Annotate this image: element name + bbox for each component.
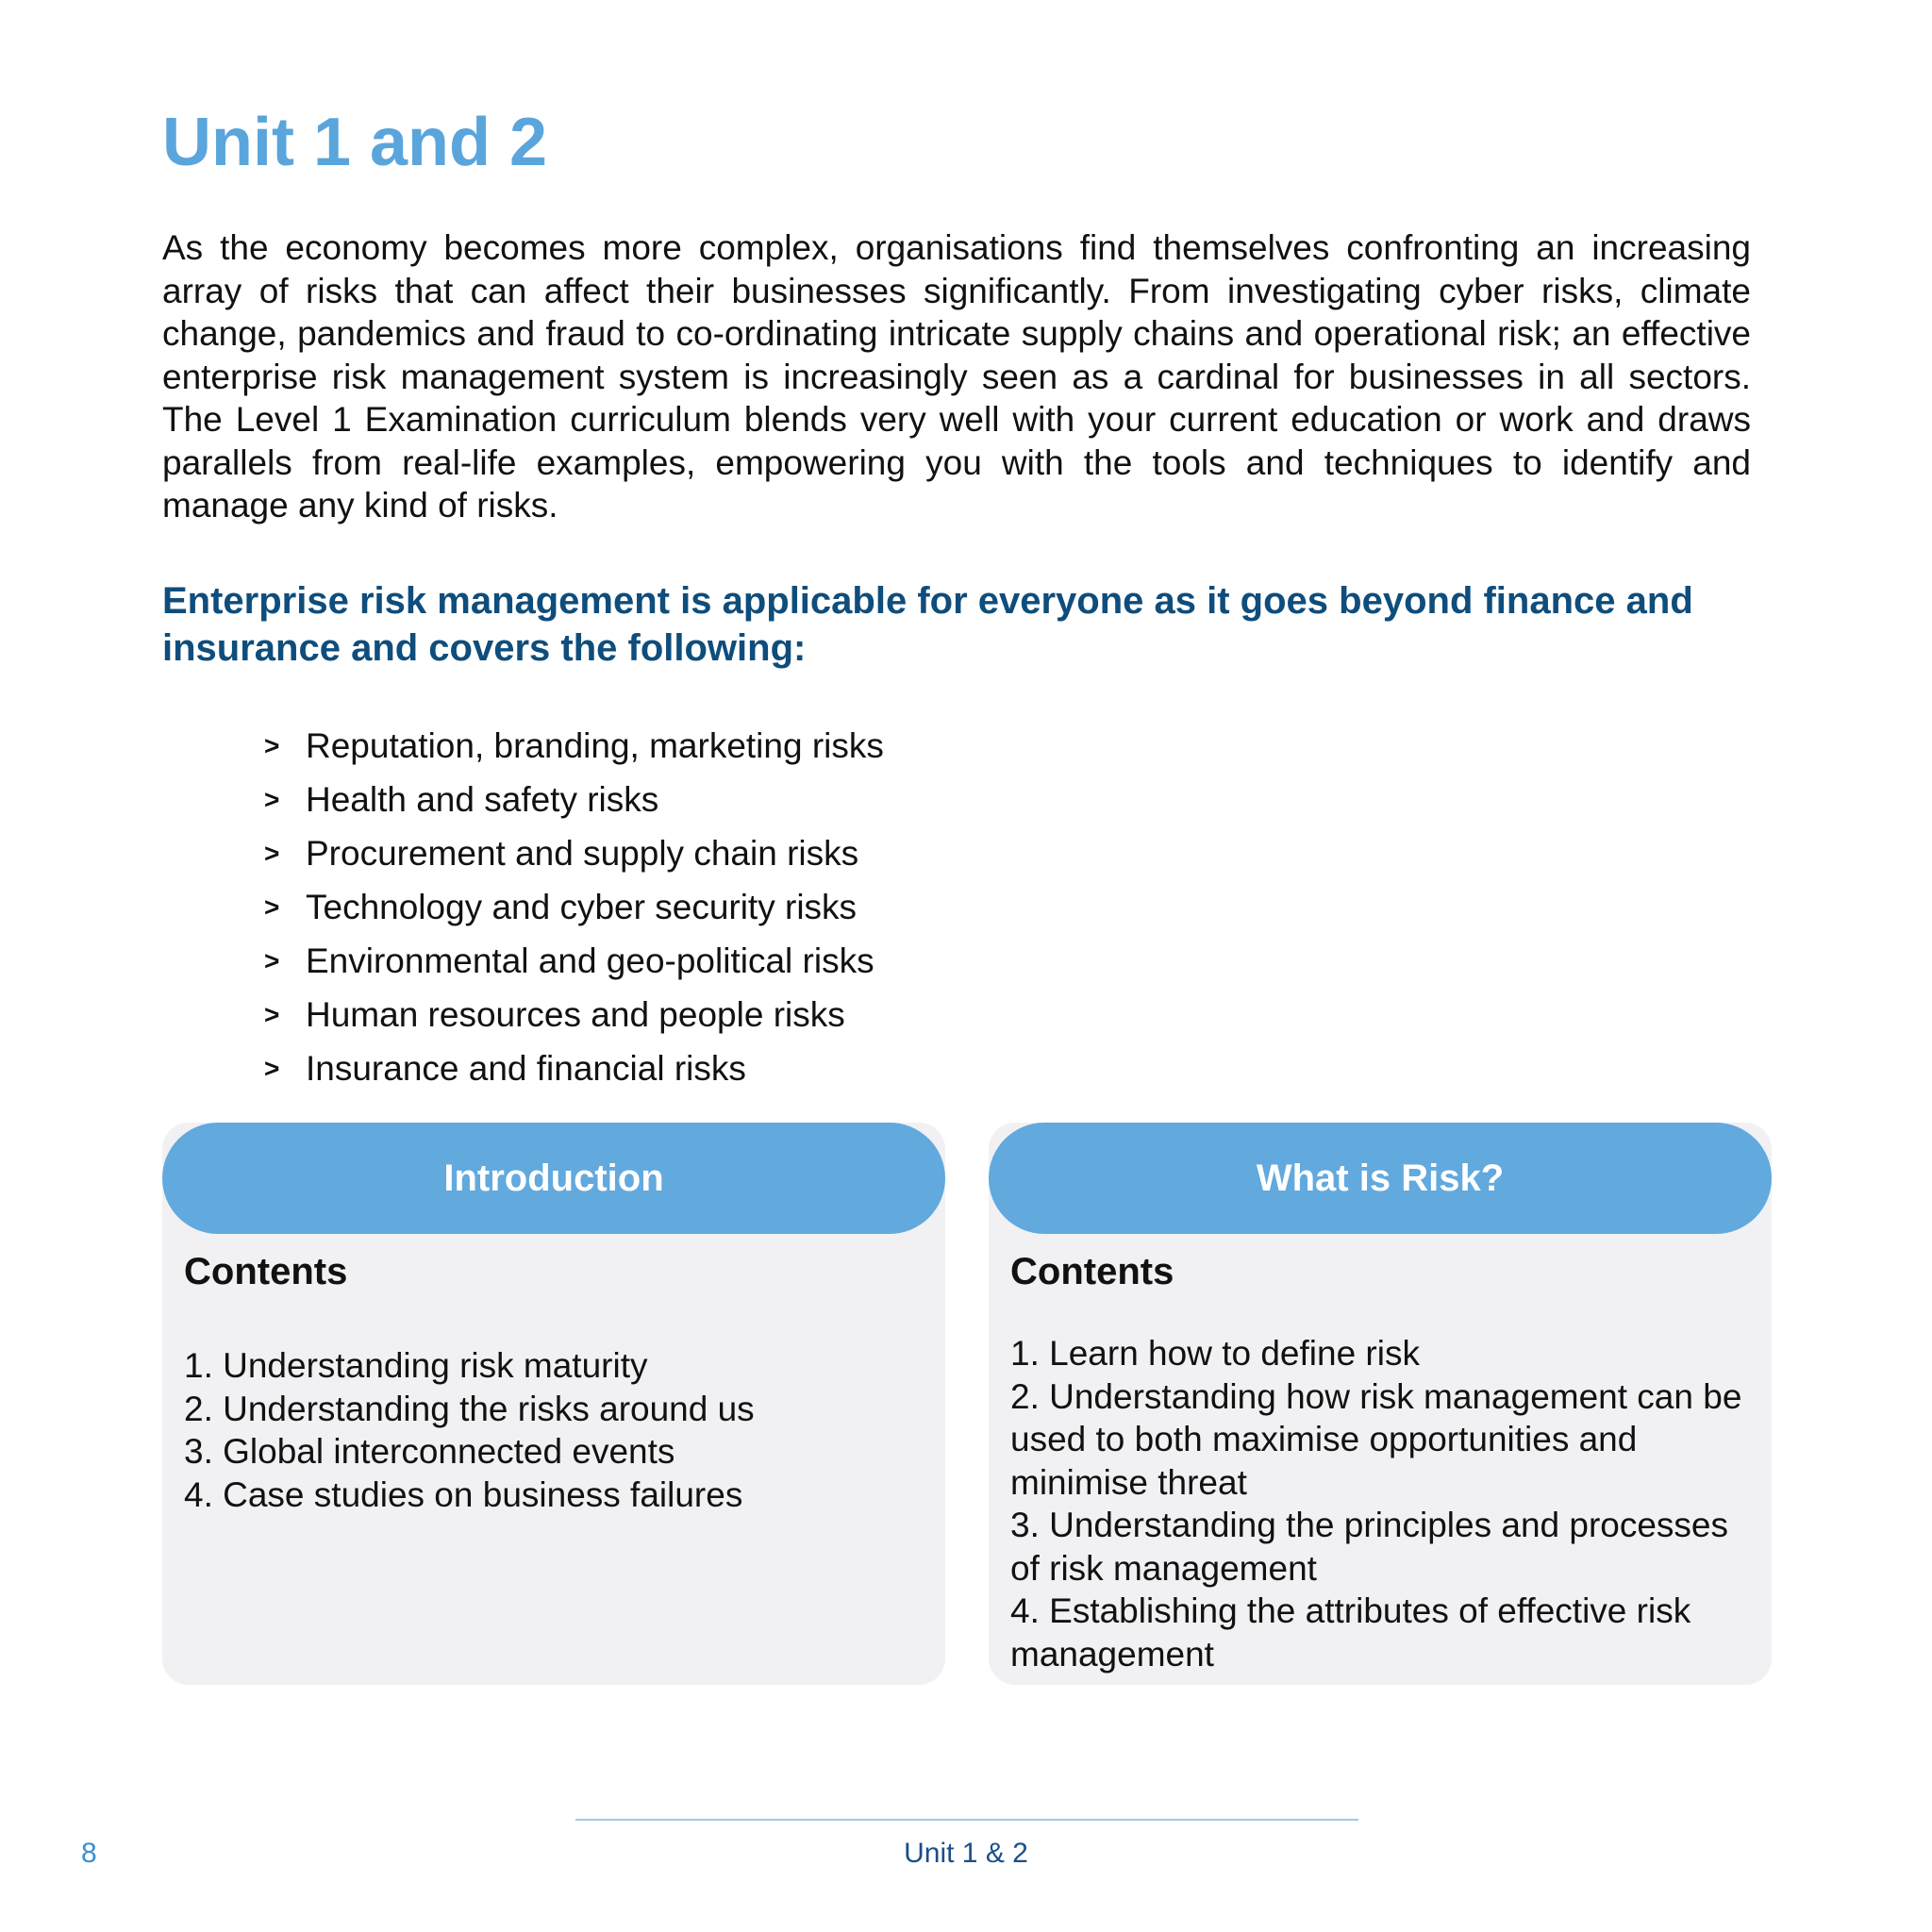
introduction-card (162, 1123, 945, 1685)
contents-item: 4. Case studies on business failures (184, 1474, 743, 1514)
contents-item: 4. Establishing the attributes of effective risk management (1010, 1591, 1691, 1674)
chevron-right-icon: > (264, 945, 280, 975)
chevron-right-icon: > (264, 891, 280, 922)
list-item (264, 988, 884, 1041)
contents-list (1010, 1332, 1756, 1675)
list-item-label: Technology and cyber security risks (306, 887, 858, 926)
chevron-right-icon: > (264, 1053, 280, 1083)
what-is-risk-card (989, 1123, 1772, 1685)
list-item (264, 826, 884, 880)
card-subtitle: Contents (1010, 1251, 1174, 1292)
list-item (264, 773, 884, 826)
list-item-label: Human resources and people risks (306, 994, 845, 1034)
card-header: What is Risk? (989, 1123, 1772, 1234)
contents-item: 1. Learn how to define risk (1010, 1334, 1420, 1373)
footer-label: Unit 1 & 2 (904, 1838, 1028, 1869)
card-header: Introduction (162, 1123, 945, 1234)
list-item (264, 1041, 884, 1095)
contents-item: 3. Global interconnected events (184, 1432, 675, 1471)
list-item-label: Procurement and supply chain risks (306, 833, 859, 873)
contents-item: 1. Understanding risk maturity (184, 1346, 648, 1385)
page-number: 8 (81, 1838, 97, 1869)
contents-item: 3. Understanding the principles and processes of risk management (1010, 1506, 1729, 1588)
contents-list (184, 1344, 929, 1516)
list-item (264, 719, 884, 773)
list-item-label: Health and safety risks (306, 779, 659, 819)
list-item (264, 934, 884, 988)
contents-item: 2. Understanding how risk management can be used to both maximise opportunities and minimise threat (1010, 1376, 1742, 1502)
chevron-right-icon: > (264, 838, 280, 868)
footer-divider (575, 1819, 1358, 1821)
section-subheading: Enterprise risk management is applicable for everyone as it goes beyond finance and insurance and covers the following: (162, 580, 1693, 669)
risk-list (264, 719, 884, 1095)
contents-item: 2. Understanding the risks around us (184, 1389, 755, 1428)
chevron-right-icon: > (264, 784, 280, 814)
chevron-right-icon: > (264, 730, 280, 760)
chevron-right-icon: > (264, 999, 280, 1029)
list-item (264, 880, 884, 934)
list-item-label: Reputation, branding, marketing risks (306, 725, 884, 765)
list-item-label: Environmental and geo-political risks (306, 941, 874, 980)
intro-paragraph: As the economy becomes more complex, organisations find themselves confronting an increasing array of risks that can affect their businesses significantly. From investigating cyber risks, climate change, pandemics and fraud to co-ordinating intricate supply chains and operational risk; an effective enterprise risk management system is increasingly seen as a cardinal for businesses in all sectors. The Level 1 Examination curriculum blends very well with your current education or work and draws parallels from real-life examples, empowering you with the tools and techniques to identify and manage any kind of risks. (162, 228, 1751, 525)
list-item-label: Insurance and financial risks (306, 1048, 746, 1088)
page-title: Unit 1 and 2 (162, 105, 548, 180)
card-subtitle: Contents (184, 1251, 348, 1292)
